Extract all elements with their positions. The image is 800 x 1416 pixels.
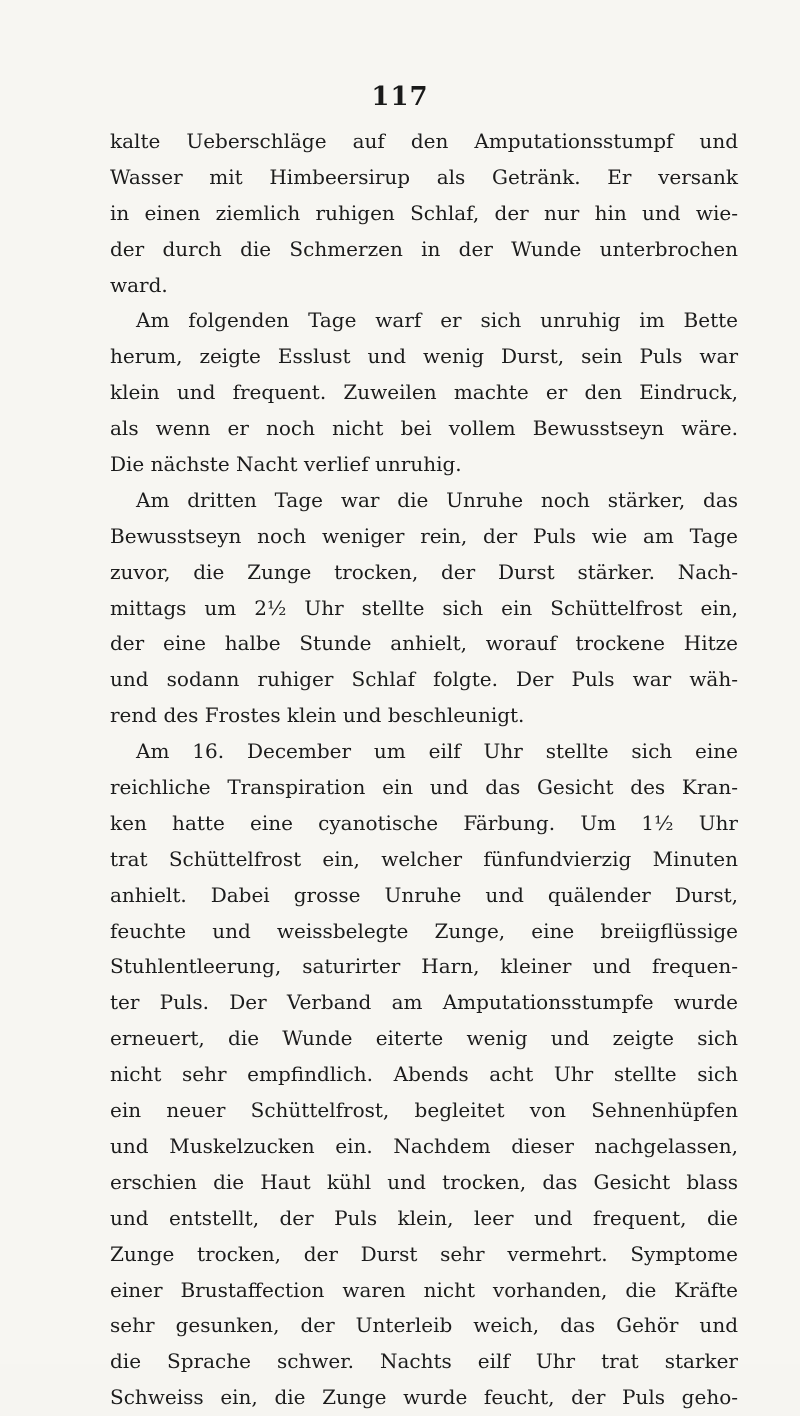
text-line: kalte Ueberschläge auf den Amputationsstumpf und [110,129,738,153]
text-line: ward. [110,272,168,297]
text-line: zuvor, die Zunge trocken, der Durst stärker. Nach- [110,559,738,584]
text-line: reichliche Transpiration ein und das Gesicht des Kran- [110,775,738,800]
text-line: erneuert, die Wunde eiterte wenig und zeigte sich [110,1026,738,1051]
text-line: Am dritten Tage war die Unruhe noch stärker, das [136,487,738,512]
text-line: die Sprache schwer. Nachts eilf Uhr trat starker [110,1349,738,1374]
text-line: ter Puls. Der Verband am Amputationsstumpfe wurde [110,990,738,1015]
text-line: Stuhlentleerung, saturirter Harn, kleiner und frequen- [110,954,738,979]
text-line: Die nächste Nacht verlief unruhig. [110,452,462,477]
text-line: Zunge trocken, der Durst sehr vermehrt. Symptome [110,1241,738,1266]
text-line: anhielt. Dabei grosse Unruhe und quälender Durst, [110,882,738,907]
text-line: mittags um 2½ Uhr stellte sich ein Schüttelfrost ein, [110,595,738,620]
text-line: der eine halbe Stunde anhielt, worauf trockene Hitze [110,631,738,656]
text-line: und sodann ruhiger Schlaf folgte. Der Puls war wäh- [110,667,738,692]
text-line: feuchte und weissbelegte Zunge, eine breiigflüssige [110,918,738,943]
text-line: erschien die Haut kühl und trocken, das Gesicht blass [110,1169,738,1194]
text-line: Am folgenden Tage warf er sich unruhig im Bette [136,308,738,333]
text-line: ein neuer Schüttelfrost, begleitet von Sehnenhüpfen [110,1098,738,1123]
text-line: klein und frequent. Zuweilen machte er den Eindruck, [110,380,738,405]
text-line: ken hatte eine cyanotische Färbung. Um 1½ Uhr [110,810,738,835]
text-line: und Muskelzucken ein. Nachdem dieser nachgelassen, [110,1133,738,1158]
text-line: nicht sehr empfindlich. Abends acht Uhr stellte sich [110,1062,738,1087]
text-line: einer Brustaffection waren nicht vorhanden, die Kräfte [110,1277,738,1302]
text-line: als wenn er noch nicht bei vollem Bewusstseyn wäre. [110,416,738,441]
text-line: rend des Frostes klein und beschleunigt. [110,703,525,728]
text-line: in einen ziemlich ruhigen Schlaf, der nur hin und wie- [110,200,738,225]
body-text [110,124,738,1416]
text-line: Schweiss ein, die Zunge wurde feucht, der Puls geho- [110,1385,738,1410]
text-line: und entstellt, der Puls klein, leer und frequent, die [110,1205,738,1230]
page-number: 117 [371,82,429,112]
text-line: trat Schüttelfrost ein, welcher fünfundvierzig Minuten [110,846,738,871]
text-line: sehr gesunken, der Unterleib weich, das Gehör und [110,1313,738,1338]
text-line: der durch die Schmerzen in der Wunde unterbrochen [110,236,738,261]
text-line: Wasser mit Himbeersirup als Getränk. Er versank [110,164,738,189]
text-line: Am 16. December um eilf Uhr stellte sich eine [136,739,738,764]
text-line: Bewusstseyn noch weniger rein, der Puls wie am Tage [110,523,738,548]
text-line: herum, zeigte Esslust und wenig Durst, sein Puls war [110,344,738,369]
